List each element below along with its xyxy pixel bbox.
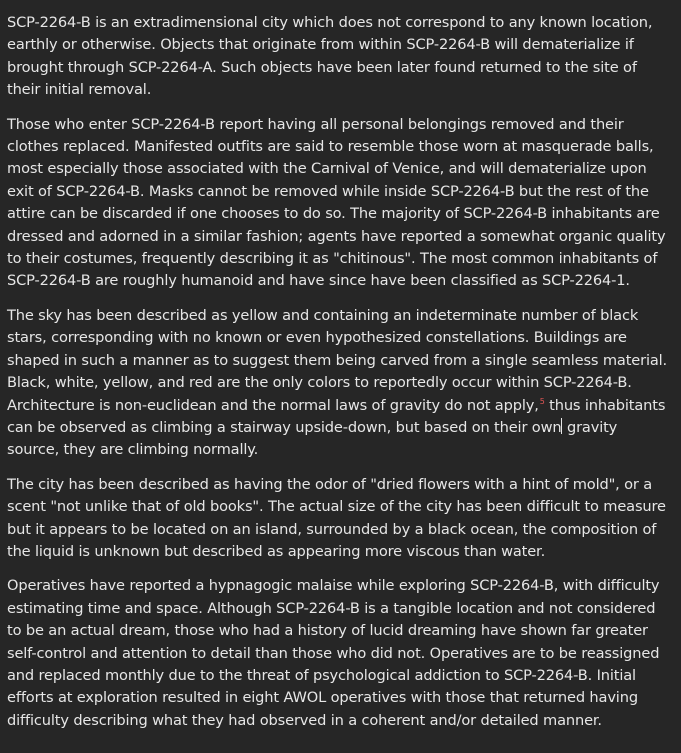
paragraph-5: Operatives have reported a hypnagogic malaise while exploring SCP-2264-B, with difficulty estimating time and space. Although SCP-2264-B is a tangible location and not considered to be an actual dream, those who had a history of lucid dreaming have shown far greater self-control and attention to detail than those who did not. Operatives are to be reassigned and replaced monthly due to the threat of psychological addiction to SCP-2264-B. Initial efforts at exploration resulted in eight AWOL operatives with those that returned having difficulty describing what they had observed in a coherent and/or detailed manner. bbox=[7, 577, 660, 729]
paragraph-1: SCP-2264-B is an extradimensional city which does not correspond to any known location, earthly or otherwise. Objects that originate from within SCP-2264-B will dematerialize if brought through SCP-2264-A. Such objects have been later found returned to the site of their initial removal. bbox=[7, 14, 653, 99]
paragraph-4: The city has been described as having the odor of "dried flowers with a hint of mold", or a scent "not unlike that of old books". The actual size of the city has been difficult to measure but it appears to be located on an island, surrounded by a black ocean, the composition of the liquid is unknown but described as appearing more viscous than water. bbox=[7, 475, 666, 560]
paragraph-3-text-b: thus inhabitants can be observed as climbing a stairway upside-down, but based on their own bbox=[7, 396, 666, 436]
paragraph-3-text-a: The sky has been described as yellow and containing an indeterminate number of black stars, corresponding with no known or even hypothesized constellations. Buildings are shaped in such a manner as to suggest them being carved from a single seamless material. Black, white, yellow, and red are the only colors to reportedly occur within SCP-2264-B. Architecture is non-euclidean and the normal laws of gravity do not apply, bbox=[7, 306, 668, 414]
footnote-link[interactable]: 5 bbox=[539, 396, 545, 406]
paragraph-3 bbox=[7, 305, 672, 462]
paragraph-3-text-c: gravity source, they are climbing normally. bbox=[7, 418, 618, 459]
paragraph-2: Those who enter SCP-2264-B report having all personal belongings removed and their clothes replaced. Manifested outfits are said to resemble those worn at masquerade balls, most especially those associated with the Carnival of Venice, and will dematerialize upon exit of SCP-2264-B. Masks cannot be removed while inside SCP-2264-B but the rest of the attire can be discarded if one chooses to do so. The majority of SCP-2264-B inhabitants are dressed and adorned in a similar fashion; agents have reported a somewhat organic quality to their costumes, frequently describing it as "chitinous". The most common inhabitants of SCP-2264-B are roughly humanoid and have since have been classified as SCP-2264-1. bbox=[7, 115, 666, 290]
